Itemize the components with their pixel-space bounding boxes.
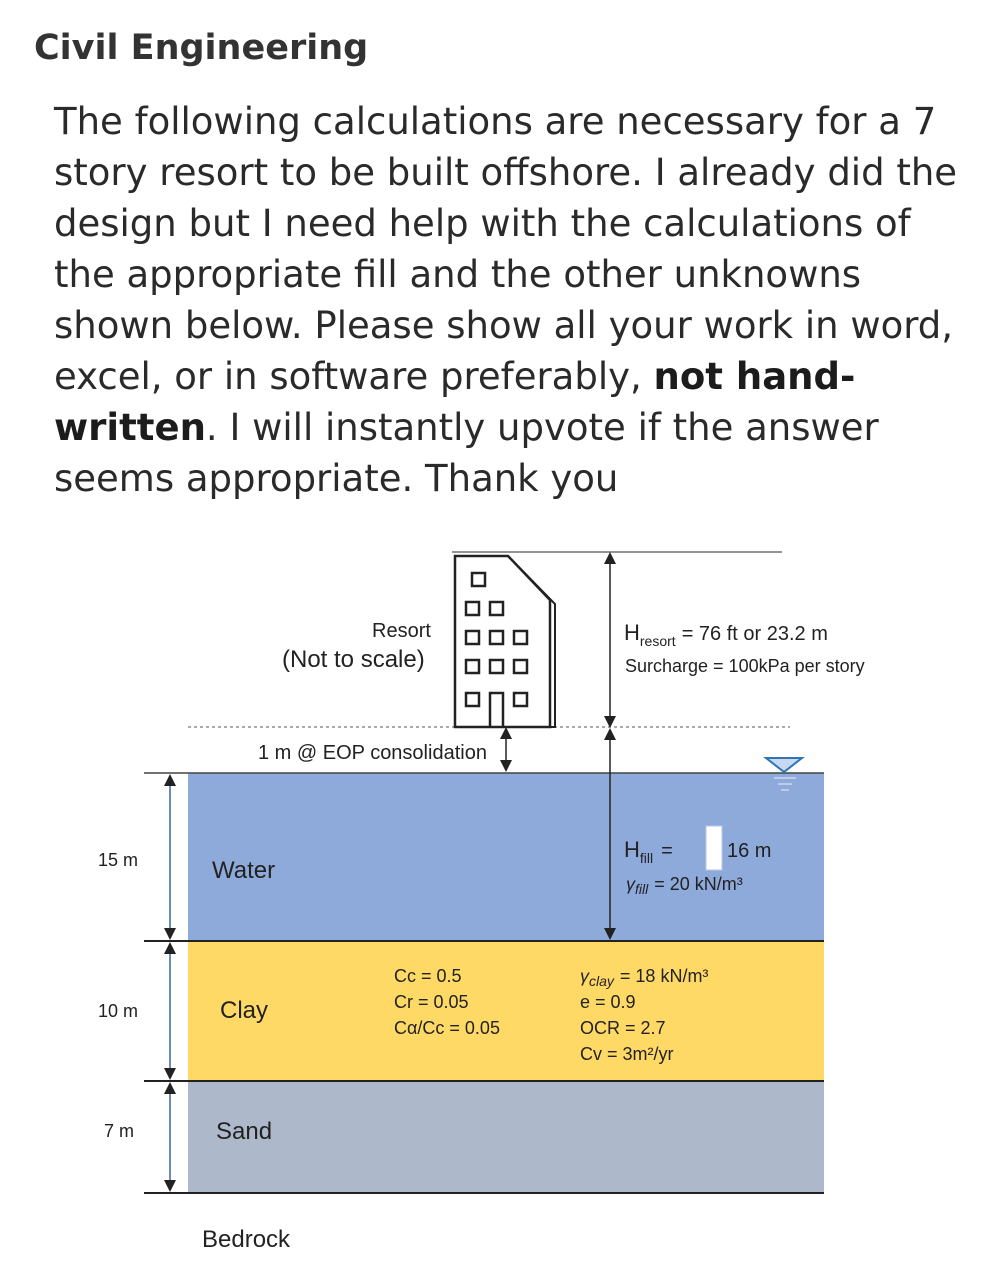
eop-consolidation-label: 1 m @ EOP consolidation	[258, 742, 487, 764]
clay-thickness-label: 10 m	[98, 1001, 139, 1021]
h-fill-unknown-box	[706, 826, 722, 870]
question-text-part2: . I will instantly upvote if the answer seems appropriate. Thank you	[54, 406, 879, 500]
water-layer-label: Water	[212, 857, 276, 884]
h-resort-subscript: resort	[639, 633, 676, 649]
surcharge-label: Surcharge = 100kPa per story	[625, 656, 865, 676]
gamma-fill-subscript: fill	[635, 881, 649, 897]
h-resort-value: = 76 ft or 23.2 m	[681, 623, 828, 645]
gamma-clay-subscript: clay	[589, 973, 614, 989]
clay-prop-cc: Cc = 0.5	[394, 966, 462, 986]
question-text-part1: The following calculations are necessary for a 7 story resort to be built offshore. I already did the design but I need help with the calculations of the appropriate fill and the other unknowns shown below. Please show all your work in word, excel, or in software preferably,	[54, 100, 958, 398]
h-fill-symbol: H	[624, 837, 640, 862]
not-to-scale-label: (Not to scale)	[282, 646, 425, 673]
sand-layer	[188, 1081, 824, 1193]
soil-profile-diagram	[0, 520, 993, 1280]
h-fill-equals: =	[661, 840, 673, 862]
gamma-fill-symbol: γ	[626, 874, 635, 894]
clay-prop-cv: Cv = 3m²/yr	[580, 1044, 674, 1064]
clay-layer-label: Clay	[220, 997, 269, 1024]
sand-layer-label: Sand	[216, 1118, 273, 1145]
gamma-fill-value: = 20 kN/m³	[654, 874, 743, 894]
question-text	[54, 96, 969, 504]
h-resort-symbol: H	[624, 620, 640, 645]
h-fill-value: 16 m	[727, 840, 772, 862]
resort-building-icon	[455, 556, 555, 727]
clay-prop-ocr: OCR = 2.7	[580, 1018, 666, 1038]
clay-prop-calpha: Cα/Cc = 0.05	[394, 1018, 500, 1038]
gamma-clay-symbol: γ	[580, 966, 589, 986]
clay-prop-e: e = 0.9	[580, 992, 636, 1012]
resort-label: Resort	[372, 620, 431, 642]
bedrock-label: Bedrock	[202, 1226, 291, 1253]
clay-prop-cr: Cr = 0.05	[394, 992, 469, 1012]
h-fill-subscript: fill	[639, 850, 654, 866]
sand-thickness-label: 7 m	[104, 1121, 135, 1141]
clay-layer	[188, 941, 824, 1081]
gamma-clay-value: = 18 kN/m³	[619, 966, 709, 986]
water-thickness-label: 15 m	[98, 850, 139, 870]
h-resort-label	[624, 620, 828, 649]
category-title: Civil Engineering	[34, 28, 369, 68]
question-text-bold: not hand-written	[54, 355, 856, 449]
